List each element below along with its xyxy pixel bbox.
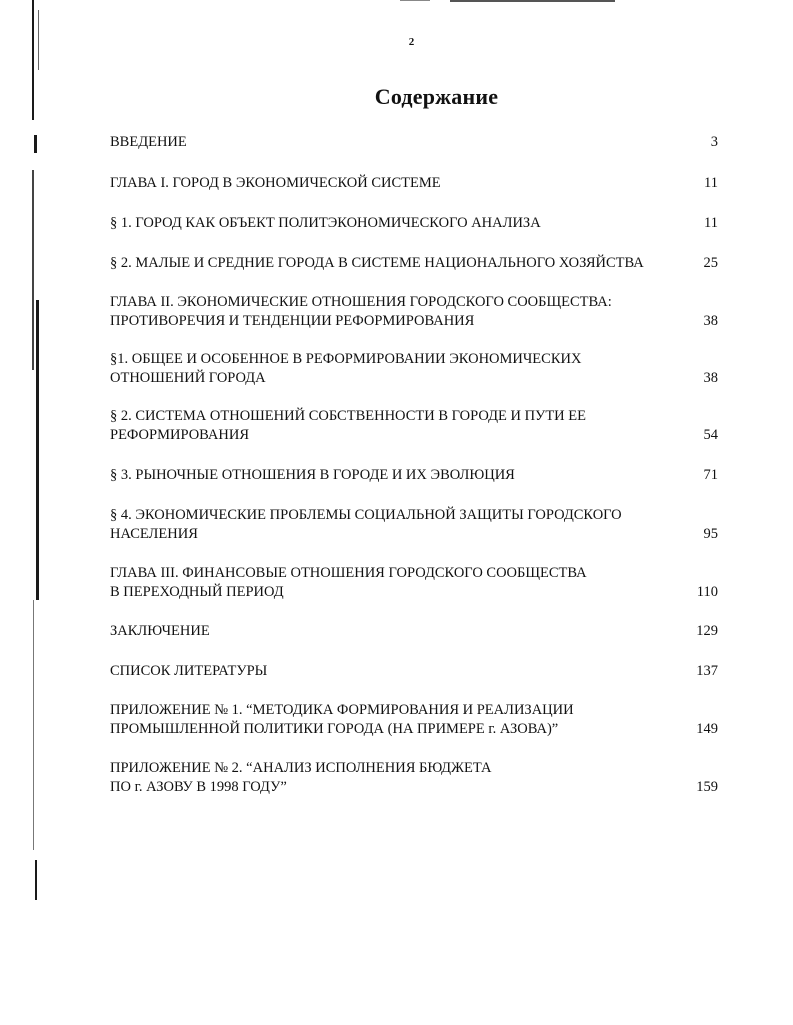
toc-entry-page: 11: [704, 175, 718, 191]
scan-top-rule: [450, 0, 615, 2]
toc-entry-chapter-1-section-1[interactable]: [110, 214, 718, 233]
toc-entry-page: 38: [703, 370, 718, 386]
toc-entry-conclusion[interactable]: [110, 622, 718, 641]
toc-entry-page: 149: [696, 721, 718, 737]
toc-entry-line: ГЛАВА III. ФИНАНСОВЫЕ ОТНОШЕНИЯ ГОРОДСКОГО СООБЩЕСТВА: [110, 565, 587, 581]
toc-entry-chapter-3[interactable]: [110, 564, 718, 602]
toc-entry-line: В ПЕРЕХОДНЫЙ ПЕРИОД: [110, 584, 284, 600]
toc-entry-page: 11: [704, 215, 718, 231]
toc-entry-introduction[interactable]: [110, 133, 718, 152]
toc-entry-line: ГЛАВА II. ЭКОНОМИЧЕСКИЕ ОТНОШЕНИЯ ГОРОДСКОГО СООБЩЕСТВА:: [110, 294, 612, 310]
toc-entry-page: 3: [710, 134, 718, 150]
page-number: 2: [408, 36, 415, 48]
toc-entry-page: 54: [703, 427, 718, 443]
toc-entry-line: § 1. ГОРОД КАК ОБЪЕКТ ПОЛИТЭКОНОМИЧЕСКОГО АНАЛИЗА: [110, 215, 541, 231]
toc-entry-chapter-1-section-2[interactable]: [110, 254, 718, 273]
toc-entry-appendix-2[interactable]: [110, 759, 718, 797]
toc-entry-line: ВВЕДЕНИЕ: [110, 134, 187, 150]
toc-entry-line: ПРИЛОЖЕНИЕ № 2. “АНАЛИЗ ИСПОЛНЕНИЯ БЮДЖЕТА: [110, 760, 492, 776]
toc-entry-line: ГЛАВА I. ГОРОД В ЭКОНОМИЧЕСКОЙ СИСТЕМЕ: [110, 175, 441, 191]
toc-entry-page: 129: [696, 623, 718, 639]
toc-entry-bibliography[interactable]: [110, 662, 718, 681]
toc-entry-line: ЗАКЛЮЧЕНИЕ: [110, 623, 210, 639]
toc-entry-line: § 2. СИСТЕМА ОТНОШЕНИЙ СОБСТВЕННОСТИ В ГОРОДЕ И ПУТИ ЕЕ: [110, 408, 586, 424]
toc-entry-page: 110: [696, 584, 718, 600]
toc-entry-chapter-2-section-1[interactable]: [110, 350, 718, 388]
toc-entry-line: СПИСОК ЛИТЕРАТУРЫ: [110, 663, 268, 679]
toc-entry-appendix-1[interactable]: [110, 701, 718, 739]
toc-entry-line: ПО г. АЗОВУ В 1998 ГОДУ”: [110, 779, 287, 795]
toc-entry-chapter-2-section-2[interactable]: [110, 407, 718, 445]
toc-entry-line: ПРИЛОЖЕНИЕ № 1. “МЕТОДИКА ФОРМИРОВАНИЯ И РЕАЛИЗАЦИИ: [110, 702, 574, 718]
scan-top-rule-short: [400, 0, 430, 1]
page-title: Содержание: [374, 84, 499, 109]
toc-entry-chapter-2-section-3[interactable]: [110, 466, 718, 485]
toc-entry-line: § 2. МАЛЫЕ И СРЕДНИЕ ГОРОДА В СИСТЕМЕ НАЦИОНАЛЬНОГО ХОЗЯЙСТВА: [110, 255, 644, 271]
toc-entry-chapter-2[interactable]: [110, 293, 718, 331]
toc-entry-chapter-2-section-4[interactable]: [110, 506, 718, 544]
toc-entry-line: ПРОМЫШЛЕННОЙ ПОЛИТИКИ ГОРОДА (НА ПРИМЕРЕ г. АЗОВА)”: [110, 721, 559, 737]
toc-entry-chapter-1[interactable]: [110, 174, 718, 193]
toc-entry-line: §1. ОБЩЕЕ И ОСОБЕННОЕ В РЕФОРМИРОВАНИИ ЭКОНОМИЧЕСКИХ: [110, 351, 582, 367]
toc-entry-line: § 4. ЭКОНОМИЧЕСКИЕ ПРОБЛЕМЫ СОЦИАЛЬНОЙ ЗАЩИТЫ ГОРОДСКОГО: [110, 507, 622, 523]
toc-entry-page: 137: [696, 663, 718, 679]
toc-entry-line: § 3. РЫНОЧНЫЕ ОТНОШЕНИЯ В ГОРОДЕ И ИХ ЭВОЛЮЦИЯ: [110, 467, 515, 483]
toc-entry-line: РЕФОРМИРОВАНИЯ: [110, 427, 250, 443]
toc-entry-page: 71: [703, 467, 718, 483]
toc-entry-page: 95: [703, 526, 718, 542]
scan-binding-edge: [30, 0, 44, 1025]
toc-entry-line: НАСЕЛЕНИЯ: [110, 526, 198, 542]
toc-entry-page: 38: [703, 313, 718, 329]
toc-entry-line: ОТНОШЕНИЙ ГОРОДА: [110, 370, 266, 386]
toc-entry-page: 159: [696, 779, 718, 795]
toc-entry-line: ПРОТИВОРЕЧИЯ И ТЕНДЕНЦИИ РЕФОРМИРОВАНИЯ: [110, 313, 475, 329]
toc-entry-page: 25: [703, 255, 718, 271]
